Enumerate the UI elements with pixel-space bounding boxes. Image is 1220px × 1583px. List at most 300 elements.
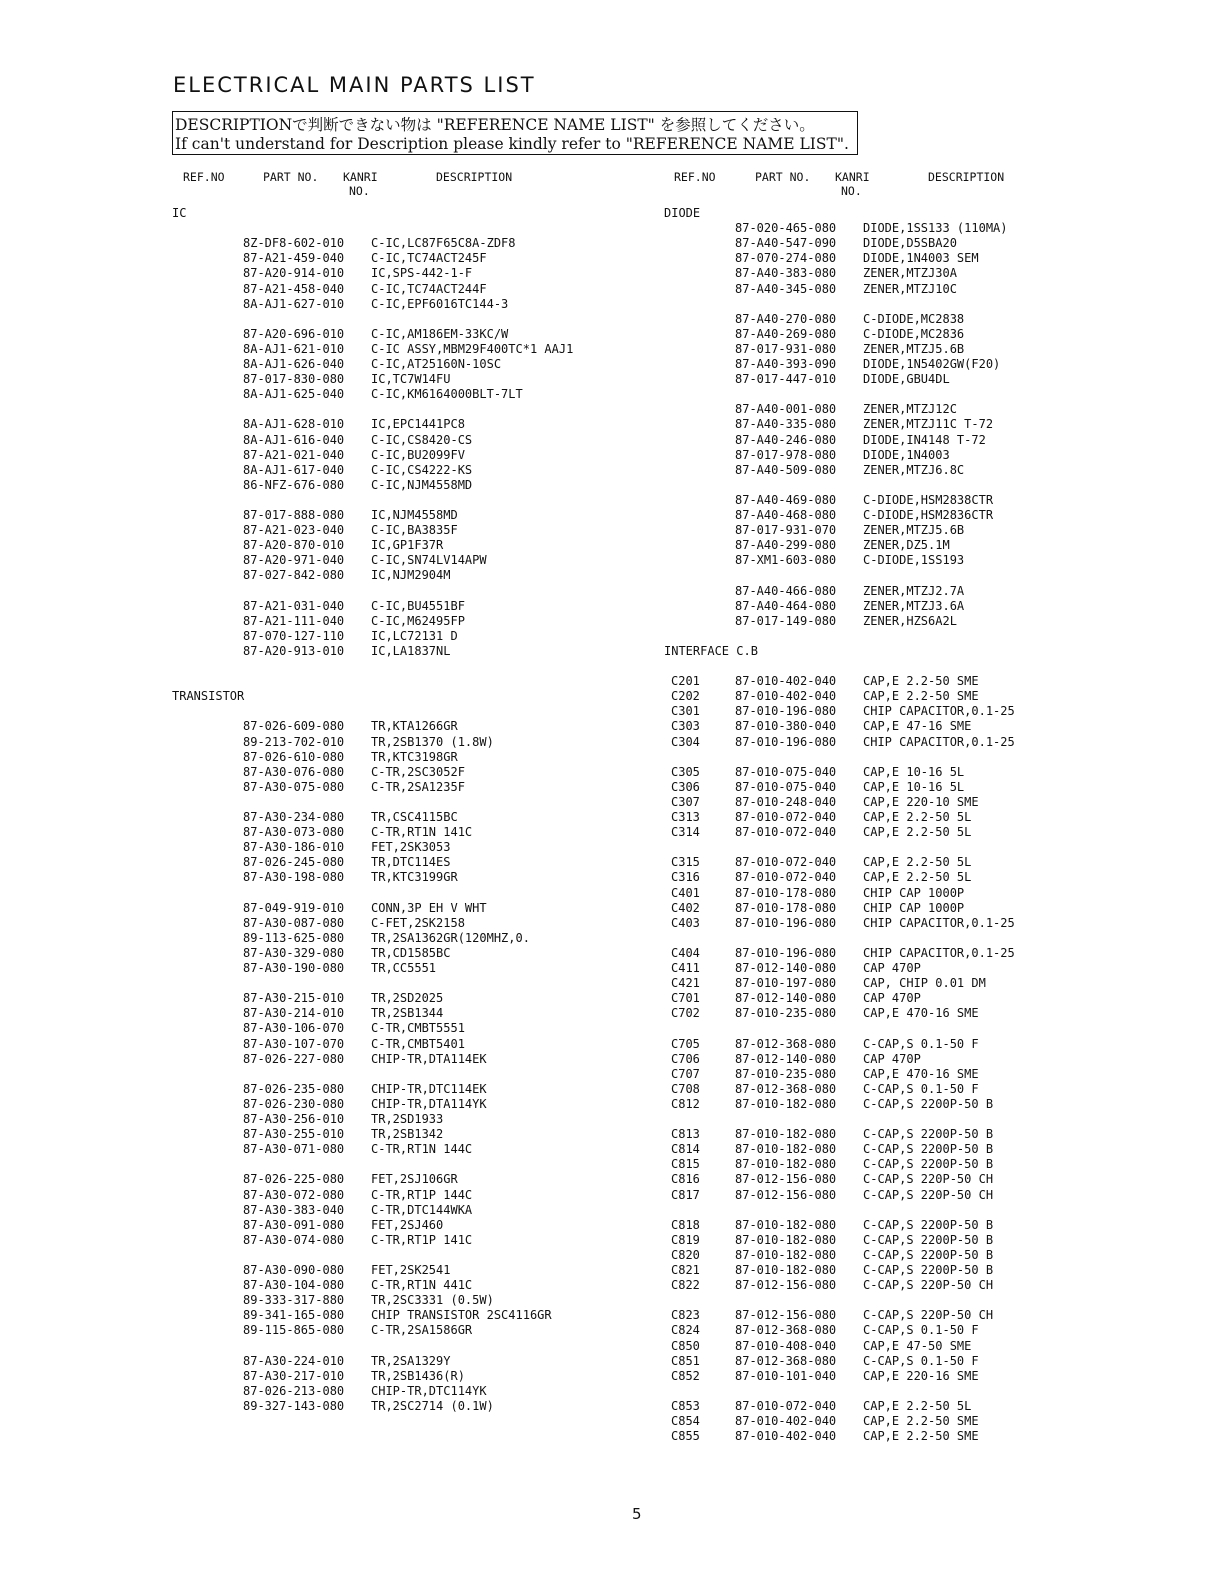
part-row: [0, 1037, 1220, 1052]
ref-no: C817: [671, 1187, 700, 1202]
part-no: 8A-AJ1-617-040: [243, 462, 345, 477]
part-no: 89-341-165-080: [243, 1308, 345, 1323]
description: TR,2SB1342: [371, 1127, 444, 1142]
part-no: 87-012-368-080: [735, 1323, 837, 1338]
part-no: 87-A30-329-080: [243, 945, 345, 960]
section-title: IC: [172, 206, 187, 220]
ref-no: C816: [671, 1172, 700, 1187]
part-row: [0, 946, 1220, 961]
description: FET,2SK3053: [371, 840, 451, 855]
description: C-IC,TC74ACT244F: [371, 281, 487, 296]
part-no: 87-A30-073-080: [243, 825, 345, 840]
part-row: [0, 795, 1220, 810]
description: CAP 470P: [863, 1051, 921, 1066]
description: CAP,E 470-16 SME: [863, 1066, 979, 1081]
part-no: 87-A40-383-080: [735, 266, 837, 281]
part-no: 87-A30-087-080: [243, 915, 345, 930]
ref-no: C315: [671, 855, 700, 870]
ref-no: C702: [671, 1006, 700, 1021]
part-no: 87-017-149-080: [735, 613, 837, 628]
description: CHIP-TR,DTC114YK: [371, 1383, 487, 1398]
description: C-CAP,S 0.1-50 F: [863, 1081, 979, 1096]
description: TR,KTC3198GR: [371, 749, 458, 764]
part-row: [0, 1021, 1220, 1036]
description: ZENER,MTZJ11C T-72: [863, 417, 994, 432]
description: C-CAP,S 2200P-50 B: [863, 1142, 994, 1157]
notice-box: [172, 111, 858, 155]
part-no: 8A-AJ1-626-040: [243, 357, 345, 371]
description: C-CAP,S 2200P-50 B: [863, 1232, 994, 1247]
part-row: [0, 1339, 1220, 1354]
description: TR,KTA1266GR: [371, 719, 458, 734]
part-no: 87-010-072-040: [735, 810, 837, 824]
description: C-TR,2SA1235F: [371, 779, 465, 794]
ref-no: C316: [671, 870, 700, 885]
part-row: [0, 689, 1220, 704]
ref-no: C708: [671, 1081, 700, 1096]
part-no: 87-A30-090-080: [243, 1263, 345, 1277]
right-header-kanri-no: NO.: [841, 184, 862, 198]
part-no: 87-A30-074-080: [243, 1232, 345, 1247]
part-no: 87-010-402-040: [735, 689, 837, 704]
description: TR,CD1585BC: [371, 945, 451, 960]
part-no: 87-027-842-080: [243, 568, 345, 583]
section-title: INTERFACE C.B: [664, 643, 758, 658]
part-no: 87-049-919-010: [243, 900, 345, 915]
part-no: 87-A20-870-010: [243, 538, 345, 553]
part-no: 87-A30-383-040: [243, 1202, 345, 1217]
left-header-ref: REF.NO: [183, 170, 225, 184]
part-no: 87-017-888-080: [243, 508, 345, 522]
part-row: [0, 810, 1220, 825]
part-no: 87-A30-106-070: [243, 1021, 345, 1036]
part-no: 87-A30-071-080: [243, 1142, 345, 1157]
description: IC,GP1F37R: [371, 538, 444, 553]
part-no: 87-026-213-080: [243, 1383, 345, 1398]
ref-no: C411: [671, 961, 700, 975]
ref-no: C855: [671, 1429, 700, 1444]
part-no: 87-010-182-080: [735, 1247, 837, 1262]
description: ZENER,DZ5.1M: [863, 538, 950, 553]
description: CHIP CAP 1000P: [863, 885, 965, 900]
ref-no: C818: [671, 1217, 700, 1232]
part-row: [0, 614, 1220, 629]
description: DIODE,1N4003: [863, 447, 950, 462]
ref-no: C823: [671, 1308, 700, 1323]
part-no: 87-A20-913-010: [243, 643, 345, 658]
description: CAP,E 2.2-50 5L: [863, 810, 972, 824]
part-no: 87-017-931-080: [735, 341, 837, 356]
section-heading: [0, 206, 1220, 221]
part-row: [0, 1006, 1220, 1021]
description: TR,KTC3199GR: [371, 870, 458, 885]
part-row: [0, 1067, 1220, 1082]
part-no: 87-A21-023-040: [243, 523, 345, 538]
part-no: 87-010-182-080: [735, 1263, 837, 1277]
description: C-TR,RT1P 141C: [371, 1232, 473, 1247]
description: ZENER,MTZJ5.6B: [863, 341, 965, 356]
part-no: 87-012-140-080: [735, 1051, 837, 1066]
part-row: [0, 961, 1220, 976]
description: CAP, CHIP 0.01 DM: [863, 976, 986, 991]
part-no: 87-010-178-080: [735, 900, 837, 915]
part-row: [0, 629, 1220, 644]
part-no: 87-026-610-080: [243, 749, 345, 764]
description: TR,2SC2714 (0.1W): [371, 1398, 494, 1413]
part-no: 87-A40-270-080: [735, 311, 837, 326]
ref-no: C815: [671, 1157, 700, 1172]
description: C-DIODE,MC2838: [863, 311, 965, 326]
section-title: TRANSISTOR: [172, 689, 245, 704]
part-row: [0, 1293, 1220, 1308]
part-row: [0, 1429, 1220, 1444]
page-title: ELECTRICAL MAIN PARTS LIST: [173, 73, 536, 97]
part-row: [0, 1369, 1220, 1384]
description: TR,2SC3331 (0.5W): [371, 1293, 494, 1308]
description: DIODE,IN4148 T-72: [863, 432, 986, 447]
description: C-CAP,S 220P-50 CH: [863, 1278, 994, 1293]
description: CHIP-TR,DTA114EK: [371, 1051, 487, 1066]
description: C-TR,2SA1586GR: [371, 1323, 473, 1338]
part-row: [0, 417, 1220, 432]
part-no: 87-A30-107-070: [243, 1036, 345, 1051]
description: CAP,E 2.2-50 5L: [863, 825, 972, 840]
ref-no: C202: [671, 689, 700, 704]
description: IC,NJM2904M: [371, 568, 451, 583]
part-row: [0, 251, 1220, 266]
part-no: 87-010-101-040: [735, 1368, 837, 1383]
description: C-IC,CS4222-KS: [371, 462, 473, 477]
description: CONN,3P EH V WHT: [371, 900, 487, 915]
description: TR,CSC4115BC: [371, 810, 458, 824]
description: C-CAP,S 220P-50 CH: [863, 1308, 994, 1323]
part-row: [0, 765, 1220, 780]
part-no: 87-012-368-080: [735, 1353, 837, 1368]
part-no: 87-XM1-603-080: [735, 553, 837, 568]
description: C-TR,RT1N 141C: [371, 825, 473, 840]
part-row: [0, 1203, 1220, 1218]
part-row: [0, 478, 1220, 493]
description: C-IC,EPF6016TC144-3: [371, 296, 509, 311]
description: CAP,E 2.2-50 SME: [863, 1429, 979, 1444]
part-no: 87-A40-466-080: [735, 583, 837, 598]
part-no: 87-070-127-110: [243, 628, 345, 643]
part-no: 87-012-368-080: [735, 1081, 837, 1096]
description: TR,2SA1362GR(120MHZ,0.: [371, 930, 530, 945]
right-header-desc: DESCRIPTION: [928, 170, 1005, 184]
description: C-IC,BA3835F: [371, 523, 458, 538]
part-no: 87-A30-217-010: [243, 1368, 345, 1383]
description: CAP,E 470-16 SME: [863, 1006, 979, 1021]
description: C-IC,BU2099FV: [371, 447, 465, 462]
description: IC,SPS-442-1-F: [371, 266, 473, 281]
part-row: [0, 372, 1220, 387]
part-no: 89-115-865-080: [243, 1323, 345, 1338]
part-row: [0, 704, 1220, 719]
description: TR,2SD2025: [371, 991, 444, 1006]
description: CAP,E 220-16 SME: [863, 1368, 979, 1383]
part-no: 87-A30-255-010: [243, 1127, 345, 1142]
part-no: 87-A30-214-010: [243, 1006, 345, 1021]
description: CAP,E 2.2-50 SME: [863, 1414, 979, 1428]
part-row: [0, 357, 1220, 372]
part-no: 87-012-368-080: [735, 1036, 837, 1051]
description: DIODE,1N5402GW(F20): [863, 357, 1001, 371]
part-no: 87-010-072-040: [735, 825, 837, 840]
description: CAP 470P: [863, 961, 921, 975]
part-no: 87-026-235-080: [243, 1081, 345, 1096]
ref-no: C301: [671, 704, 700, 719]
description: C-IC,AM186EM-33KC/W: [371, 326, 509, 341]
part-no: 87-A40-269-080: [735, 326, 837, 341]
part-no: 87-A40-345-080: [735, 281, 837, 296]
part-no: 87-A30-186-010: [243, 840, 345, 855]
part-no: 87-010-075-040: [735, 764, 837, 779]
description: C-IC ASSY,MBM29F400TC*1 AAJ1: [371, 341, 574, 356]
notice-line-1: DESCRIPTIONで判断できない物は "REFERENCE NAME LIST" を参照してください。: [175, 116, 815, 134]
description: C-DIODE,HSM2838CTR: [863, 492, 994, 507]
ref-no: C307: [671, 794, 700, 809]
ref-no: C201: [671, 674, 700, 689]
part-row: [0, 735, 1220, 750]
ref-no: C814: [671, 1142, 700, 1157]
part-no: 87-A40-393-090: [735, 357, 837, 371]
description: CAP,E 10-16 5L: [863, 764, 965, 779]
part-no: 87-010-402-040: [735, 1414, 837, 1428]
part-no: 87-A21-031-040: [243, 598, 345, 613]
left-header-kanri: KANRI: [343, 170, 378, 184]
part-row: [0, 433, 1220, 448]
part-no: 87-010-072-040: [735, 1398, 837, 1413]
description: CHIP CAPACITOR,0.1-25: [863, 945, 1015, 960]
description: ZENER,MTZJ3.6A: [863, 598, 965, 613]
part-row: [0, 719, 1220, 734]
description: DIODE,1SS133 (110MA): [863, 221, 1008, 236]
description: FET,2SK2541: [371, 1263, 451, 1277]
right-header-part: PART NO.: [755, 170, 811, 184]
part-no: 87-010-235-080: [735, 1006, 837, 1021]
part-no: 87-070-274-080: [735, 251, 837, 266]
ref-no: C707: [671, 1066, 700, 1081]
description: C-DIODE,HSM2836CTR: [863, 508, 994, 522]
description: DIODE,D5SBA20: [863, 236, 957, 251]
part-no: 86-NFZ-676-080: [243, 477, 345, 492]
part-row: [0, 402, 1220, 417]
description: C-CAP,S 0.1-50 F: [863, 1323, 979, 1338]
part-row: [0, 1188, 1220, 1203]
part-no: 8A-AJ1-627-010: [243, 296, 345, 311]
part-no: 87-A40-468-080: [735, 508, 837, 522]
part-no: 87-010-402-040: [735, 1429, 837, 1444]
description: CAP 470P: [863, 991, 921, 1006]
description: TR,2SA1329Y: [371, 1353, 451, 1368]
part-row: [0, 674, 1220, 689]
part-no: 87-026-609-080: [243, 719, 345, 734]
part-no: 87-026-245-080: [243, 855, 345, 870]
description: C-IC,AT25160N-10SC: [371, 357, 502, 371]
description: C-TR,RT1N 144C: [371, 1142, 473, 1157]
description: C-CAP,S 2200P-50 B: [863, 1157, 994, 1172]
description: CAP,E 2.2-50 SME: [863, 674, 979, 689]
part-row: [0, 1127, 1220, 1142]
part-no: 87-012-156-080: [735, 1308, 837, 1323]
part-row: [0, 448, 1220, 463]
description: C-TR,DTC144WKA: [371, 1202, 473, 1217]
ref-no: C850: [671, 1338, 700, 1353]
description: C-CAP,S 2200P-50 B: [863, 1217, 994, 1232]
description: ZENER,MTZJ10C: [863, 281, 957, 296]
part-no: 87-010-075-040: [735, 779, 837, 794]
ref-no: C402: [671, 900, 700, 915]
description: CAP,E 2.2-50 SME: [863, 689, 979, 704]
part-no: 87-020-465-080: [735, 221, 837, 236]
description: CHIP-TR,DTC114EK: [371, 1081, 487, 1096]
part-no: 87-A40-299-080: [735, 538, 837, 553]
ref-no: C404: [671, 945, 700, 960]
description: CAP,E 47-16 SME: [863, 719, 972, 734]
part-no: 87-010-182-080: [735, 1142, 837, 1157]
part-no: 8A-AJ1-621-010: [243, 341, 345, 356]
part-row: [0, 931, 1220, 946]
part-row: [0, 1157, 1220, 1172]
description: C-DIODE,MC2836: [863, 326, 965, 341]
ref-no: C421: [671, 976, 700, 991]
part-no: 87-A30-075-080: [243, 779, 345, 794]
description: CHIP CAPACITOR,0.1-25: [863, 915, 1015, 930]
section-heading: [0, 644, 1220, 659]
part-no: 87-026-225-080: [243, 1172, 345, 1187]
part-row: [0, 1263, 1220, 1278]
part-row: [0, 1414, 1220, 1429]
description: C-CAP,S 2200P-50 B: [863, 1096, 994, 1111]
part-no: 87-010-196-080: [735, 915, 837, 930]
description: C-CAP,S 220P-50 CH: [863, 1187, 994, 1202]
part-no: 87-010-182-080: [735, 1157, 837, 1172]
description: C-CAP,S 2200P-50 B: [863, 1127, 994, 1142]
part-no: 87-012-140-080: [735, 961, 837, 975]
description: CHIP CAPACITOR,0.1-25: [863, 704, 1015, 719]
description: C-DIODE,1SS193: [863, 553, 965, 568]
part-row: [0, 855, 1220, 870]
part-no: 87-026-230-080: [243, 1096, 345, 1111]
part-row: [0, 342, 1220, 357]
ref-no: C701: [671, 991, 700, 1006]
part-row: [0, 463, 1220, 478]
part-row: [0, 870, 1220, 885]
ref-no: C705: [671, 1036, 700, 1051]
description: ZENER,MTZJ30A: [863, 266, 957, 281]
part-row: [0, 1218, 1220, 1233]
part-no: 87-026-227-080: [243, 1051, 345, 1066]
section-title: DIODE: [664, 206, 701, 220]
left-header-kanri-no: NO.: [349, 184, 370, 198]
ref-no: C304: [671, 734, 700, 749]
part-no: 87-A20-914-010: [243, 266, 345, 281]
part-row: [0, 991, 1220, 1006]
part-no: 87-A30-198-080: [243, 870, 345, 885]
part-row: [0, 825, 1220, 840]
right-header-kanri: KANRI: [835, 170, 870, 184]
ref-no: C819: [671, 1232, 700, 1247]
description: IC,LA1837NL: [371, 643, 451, 658]
part-no: 87-A21-021-040: [243, 447, 345, 462]
part-no: 87-A40-547-090: [735, 236, 837, 251]
part-no: 87-A40-246-080: [735, 432, 837, 447]
part-row: [0, 916, 1220, 931]
part-row: [0, 266, 1220, 281]
ref-no: C822: [671, 1278, 700, 1293]
left-header-part: PART NO.: [263, 170, 319, 184]
part-no: 87-A20-696-010: [243, 326, 345, 341]
description: C-IC,KM6164000BLT-7LT: [371, 387, 523, 402]
description: CAP,E 2.2-50 5L: [863, 1398, 972, 1413]
description: TR,DTC114ES: [371, 855, 451, 870]
part-row: [0, 840, 1220, 855]
part-row: [0, 1278, 1220, 1293]
description: ZENER,HZS6A2L: [863, 613, 957, 628]
part-row: [0, 1384, 1220, 1399]
description: C-IC,LC87F65C8A-ZDF8: [371, 236, 516, 251]
ref-no: C853: [671, 1398, 700, 1413]
part-no: 87-A30-072-080: [243, 1187, 345, 1202]
part-row: [0, 387, 1220, 402]
description: C-IC,SN74LV14APW: [371, 553, 487, 568]
ref-no: C852: [671, 1368, 700, 1383]
part-no: 87-A40-001-080: [735, 402, 837, 417]
part-row: [0, 886, 1220, 901]
part-no: 89-333-317-880: [243, 1293, 345, 1308]
part-row: [0, 780, 1220, 795]
description: CHIP CAP 1000P: [863, 900, 965, 915]
part-row: [0, 297, 1220, 312]
ref-no: C305: [671, 764, 700, 779]
part-row: [0, 221, 1220, 236]
part-row: [0, 1172, 1220, 1187]
ref-no: C403: [671, 915, 700, 930]
description: IC,TC7W14FU: [371, 372, 451, 387]
part-row: [0, 976, 1220, 991]
description: C-IC,TC74ACT245F: [371, 251, 487, 266]
description: CAP,E 2.2-50 5L: [863, 870, 972, 885]
description: C-CAP,S 220P-50 CH: [863, 1172, 994, 1187]
part-row: [0, 1233, 1220, 1248]
description: C-IC,M62495FP: [371, 613, 465, 628]
part-no: 87-A30-234-080: [243, 810, 345, 824]
description: DIODE,1N4003 SEM: [863, 251, 979, 266]
description: FET,2SJ106GR: [371, 1172, 458, 1187]
part-no: 87-010-408-040: [735, 1338, 837, 1353]
part-no: 8Z-DF8-602-010: [243, 236, 345, 251]
description: ZENER,MTZJ6.8C: [863, 462, 965, 477]
part-no: 87-010-182-080: [735, 1232, 837, 1247]
description: C-IC,NJM4558MD: [371, 477, 473, 492]
ref-no: C821: [671, 1263, 700, 1277]
description: CHIP CAPACITOR,0.1-25: [863, 734, 1015, 749]
page-number: 5: [632, 1505, 642, 1523]
description: C-IC,CS8420-CS: [371, 432, 473, 447]
description: CAP,E 10-16 5L: [863, 779, 965, 794]
part-no: 87-A30-215-010: [243, 991, 345, 1006]
part-no: 87-A21-458-040: [243, 281, 345, 296]
part-no: 87-012-156-080: [735, 1278, 837, 1293]
description: TR,2SB1370 (1.8W): [371, 734, 494, 749]
part-row: [0, 493, 1220, 508]
description: C-CAP,S 0.1-50 F: [863, 1353, 979, 1368]
part-no: 87-012-140-080: [735, 991, 837, 1006]
notice-line-2: If can't understand for Description please kindly refer to "REFERENCE NAME LIST".: [175, 135, 849, 153]
part-row: [0, 508, 1220, 523]
left-header-desc: DESCRIPTION: [436, 170, 513, 184]
